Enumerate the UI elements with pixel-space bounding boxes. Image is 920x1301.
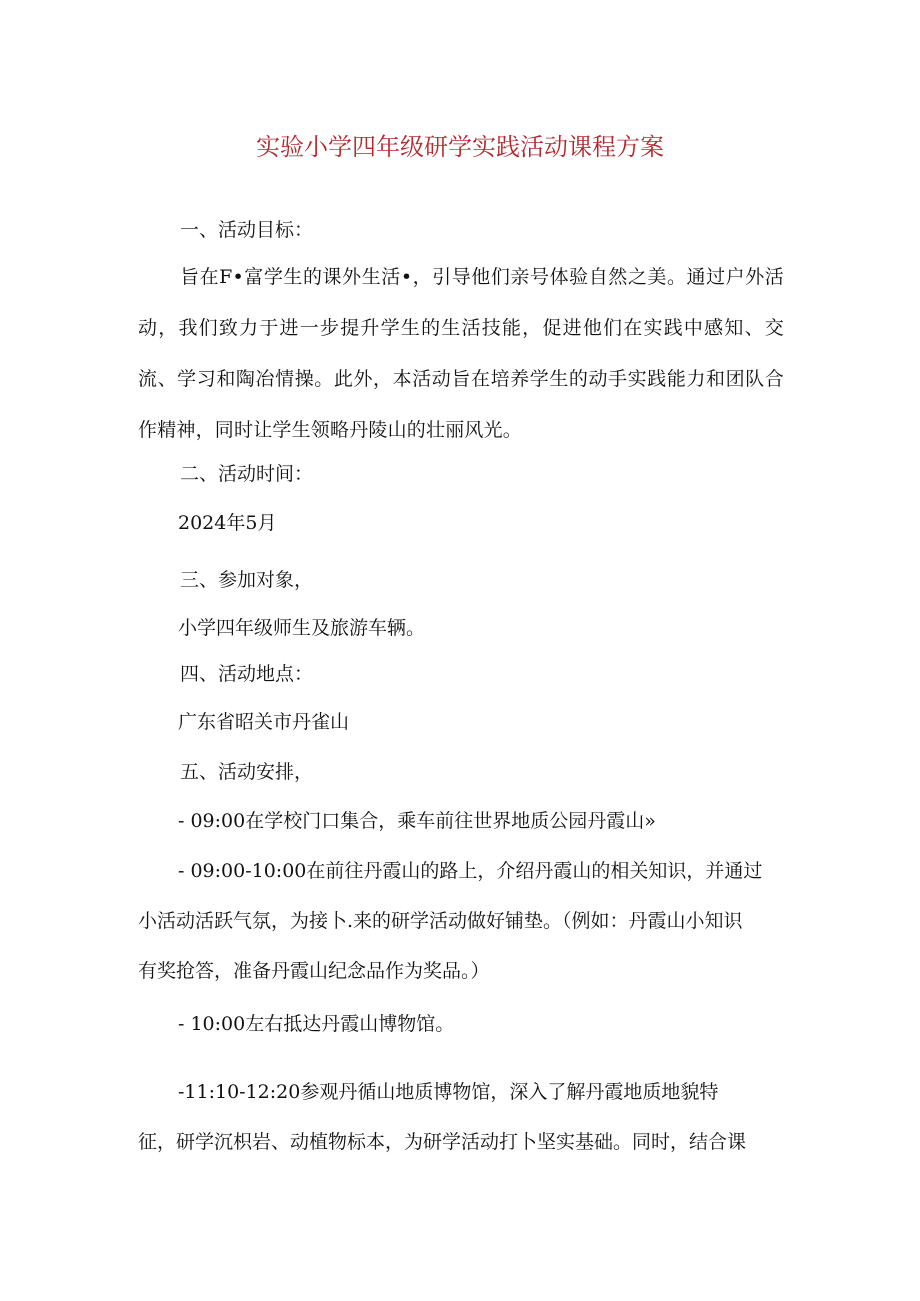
section-heading-location: 四、活动地点： bbox=[180, 663, 314, 685]
schedule-item-4-line-2: 征，研学沉枳岩、动植物标本，为研学活动打卜坚实基础。同时，结合课 bbox=[138, 1131, 747, 1153]
schedule-item-2-line-1: - 09:00-10:00在前往丹霞山的路上，介绍丹霞山的相关知识，并通过 bbox=[178, 860, 763, 882]
schedule-item-2-line-2: 小活动活跃气氛，为接卜.来的研学活动做好铺垫。（例如：丹霞山小知识 bbox=[138, 910, 743, 932]
schedule-item-2-line-3: 有奖抢答，准备丹霞山纪念品作为奖品。） bbox=[138, 960, 490, 982]
schedule-item-3: - 10:00左右抵达丹霞山博物馆。 bbox=[178, 1013, 455, 1035]
section-heading-time: 二、活动时间： bbox=[180, 463, 314, 485]
participants-text: 小学四年级师生及旅游车辆。 bbox=[178, 617, 426, 639]
document-title: 实验小学四年级研学实践活动课程方案 bbox=[256, 133, 664, 161]
section-heading-goal: 一、活动目标： bbox=[180, 219, 314, 241]
schedule-item-1: - 09:00在学校门口集合，乘车前往世界地质公园丹霞山» bbox=[178, 810, 656, 832]
time-text: 2024年5月 bbox=[178, 512, 277, 534]
goal-paragraph: 旨在F•富学生的课外生活•，引导他们亲号体验自然之美。通过户外活动，我们致力于进一步提升学生的生活技能，促进他们在实践中感知、交流、学习和陶冶情操。此外，本活动旨在培养学生的动手实践能力和团队合作精神，同时让学生领略丹陵山的壮丽风光。 bbox=[138, 266, 784, 441]
schedule-item-4-line-1: -11:10-12:20参观丹循山地质博物馆，深入了解丹霞地质地貌特 bbox=[178, 1081, 719, 1103]
location-text: 广东省昭关市丹雀山 bbox=[178, 711, 350, 733]
section-heading-schedule: 五、活动安排， bbox=[180, 761, 314, 783]
section-heading-participants: 三、参加对象， bbox=[180, 569, 314, 591]
